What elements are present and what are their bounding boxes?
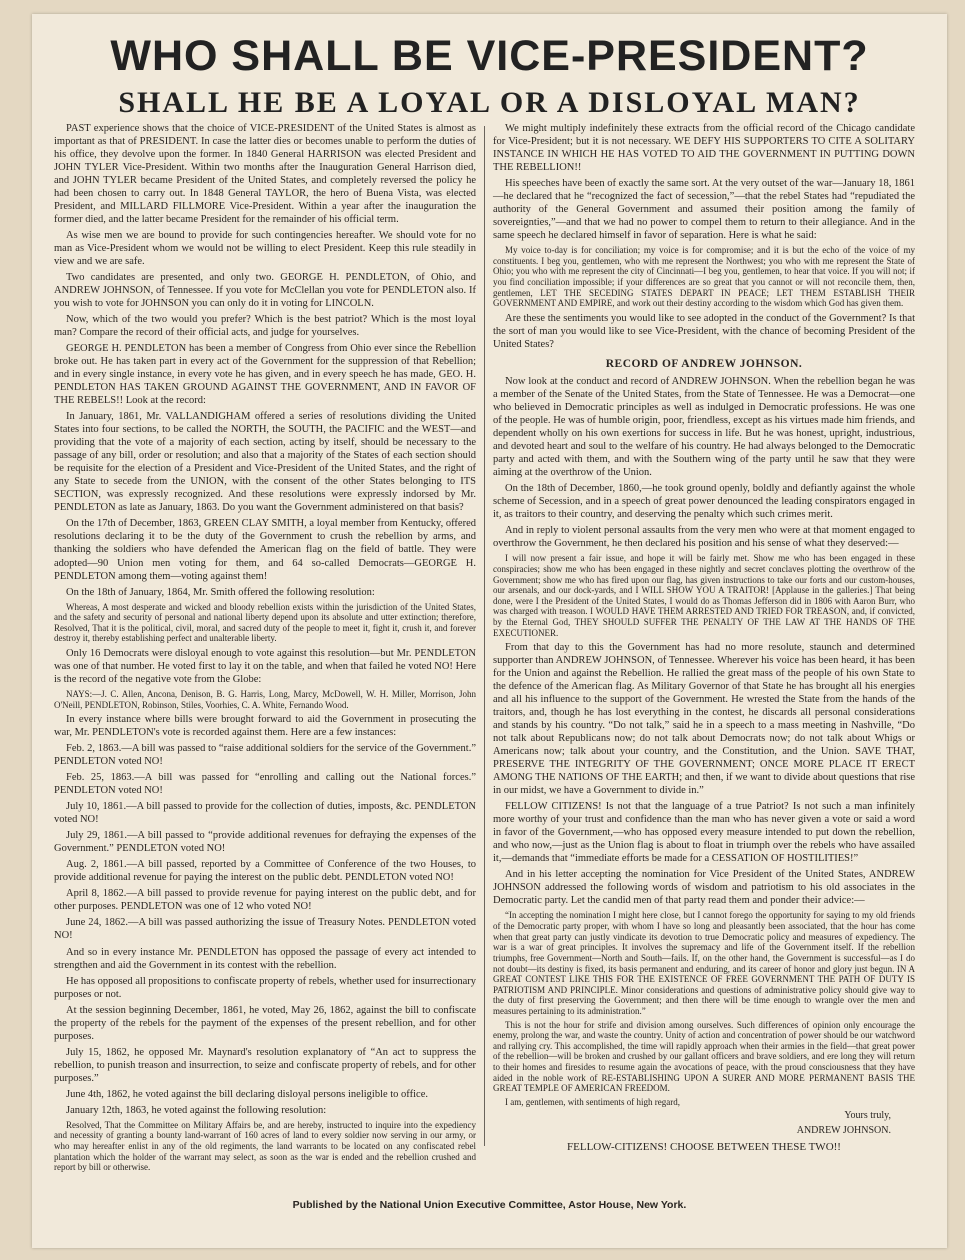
closing-call: FELLOW-CITIZENS! CHOOSE BETWEEN THESE TWO!! <box>567 1141 841 1154</box>
paragraph: My voice to-day is for conciliation; my voice is for compromise; and it is but the echo of the voice of my constituents. I beg you, gentlemen, who with me represent the Northwest; you who with me represent the State of Ohio; you who with me represent the city of Cincinnati—I beg you, gentlemen, to hear that voice. If you will not; if you find conciliation impossible; if your differences are so great that you cannot or will not reconcile them, then, gentlemen, LET THE SECEDING STATES DEPART IN PEACE; LET THEM ESTABLISH THEIR GOVERNMENT AND EMPIRE, and work out their destiny according to the wisdom which God has given them. <box>493 245 915 309</box>
paragraph: July 29, 1861.—A bill passed to “provide additional revenues for defraying the expenses of the Government.” PENDLETON voted NO! <box>54 830 476 855</box>
signature-closing: Yours truly, <box>844 1110 891 1122</box>
paragraph: In January, 1861, Mr. VALLANDIGHAM offered a series of resolutions dividing the United States into four sections, to be called the NORTH, the SOUTH, the PACIFIC and the WEST—and providing that the vote of a majority of each section, acting by itself, should be necessary to the passage of any bill, order or resolution; and also that a majority of the States of each section should be requisite for the election of a President and Vice-President of the United States, and the right of any State to secede from the UNION, with the consent of the other States belonging to ITS SECTION, was expressly recognized. And these resolutions were expressly indorsed by Mr. PENDLETON as late as January, 1863. Do you want the Government administered on that basis? <box>54 411 476 514</box>
paragraph: Feb. 2, 1863.—A bill was passed to “raise additional soldiers for the service of the Government.” PENDLETON voted NO! <box>54 743 476 768</box>
broadside-sheet <box>32 14 947 1248</box>
paragraph: Are these the sentiments you would like to see adopted in the conduct of the Government? Is that the sort of man you would like to see Vice-President, with the chance of becoming President of the United States? <box>493 312 915 350</box>
paragraph: January 12th, 1863, he voted against the following resolution: <box>66 1104 327 1116</box>
right-column <box>493 122 915 1157</box>
paragraph: Resolved, That the Committee on Military Affairs be, and are hereby, instructed to inquire into the expediency and necessity of granting a bounty land-warrant of 160 acres of land to every soldier now serving in our army, or who may hereafter enlist in any of the old regiments, the land warrants to be located on any confiscated rebel plantation which the holder of the warrant may select, as soon as the war is ended and the rebellion crushed and report by bill or otherwise. <box>54 1119 476 1173</box>
paragraph: Two candidates are presented, and only two. GEORGE H. PENDLETON, of Ohio, and ANDREW JOHNSON, of Tennessee. If you vote for McClellan you vote for PENDLETON also. If you wish to vote for JOHNSON you can only do it in voting for LINCOLN. <box>54 272 476 310</box>
paragraph: And so in every instance Mr. PENDLETON has opposed the passage of every act intended to strengthen and aid the Government in its contest with the rebellion. <box>54 946 476 971</box>
paragraph: NAYS:—J. C. Allen, Ancona, Denison, B. G. Harris, Long, Marcy, McDowell, W. H. Miller, Morrison, John O'Neill, PENDLETON, Robinson, Stiles, Voorhies, C. A. White, Fernando Wood. <box>54 689 476 710</box>
paragraph: I am, gentlemen, with sentiments of high regard, <box>505 1096 680 1107</box>
paragraph: And in his letter accepting the nomination for Vice President of the United States, ANDREW JOHNSON addressed the following words of wisdom and patriotism to his old associates in the Democratic party. Let the candid men of that party read them and ponder their advice:— <box>493 869 915 907</box>
paragraph: April 8, 1862.—A bill passed to provide revenue for paying interest on the public debt, and for other purposes. PENDLETON was one of 12 who voted NO! <box>54 888 476 913</box>
document-subtitle: SHALL HE BE A LOYAL OR A DISLOYAL MAN? <box>118 86 861 119</box>
paragraph: June 4th, 1862, he voted against the bill declaring disloyal persons ineligible to office. <box>66 1088 428 1100</box>
paragraph: On the 17th of December, 1863, GREEN CLAY SMITH, a loyal member from Kentucky, offered resolutions declaring it to be the duty of the Government to crush the rebellion by arms, and thanking the soldiers who have defended the American flag on the field of battle. They were adopted—90 Union men voting for them, and 64 so-called Democrats—GEORGE H. PENDLETON among them—voting against them! <box>54 518 476 582</box>
left-column <box>54 122 476 1173</box>
paragraph: Only 16 Democrats were disloyal enough to vote against this resolution—but Mr. PENDLETON was one of that number. He voted first to lay it on the table, and when that failed he voted NO! Here is the record of the negative vote from the Globe: <box>54 647 476 686</box>
paragraph: And in reply to violent personal assaults from the very men who were at that moment engaged to overthrow the Government, he then declared his position and his sense of what they deserved:— <box>493 525 915 550</box>
johnson-record-heading: RECORD OF ANDREW JOHNSON. <box>605 357 803 370</box>
paragraph: FELLOW CITIZENS! Is not that the language of a true Patriot? Is not such a man infinitely more worthy of your trust and confidence than the man who has never given a vote or said a word in favor of the Government,—who has opposed every measure intended to put down the rebellion, and who now,—just as the Union flag is about to float in triumph over the rebels who have assailed it,—demands that “immediate efforts be made for a CESSATION OF HOSTILITIES!” <box>493 801 915 865</box>
paragraph: At the session beginning December, 1861, he voted, May 26, 1862, against the bill to confiscate the property of the rebels for the payment of the expenses of the present rebellion, and for other purposes. <box>54 1004 476 1042</box>
paragraph: In every instance where bills were brought forward to aid the Government in prosecuting the war, Mr. PENDLETON's vote is recorded against them. Here are a few instances: <box>54 714 476 739</box>
paragraph: On the 18th of January, 1864, Mr. Smith offered the following resolution: <box>66 586 375 598</box>
paragraph: PAST experience shows that the choice of VICE-PRESIDENT of the United States is almost as important as that of PRESIDENT. In case the latter dies or becomes unable to perform the duties of his office, they devolve upon the former. In 1840 General HARRISON was elected President and JOHN TYLER Vice-President. Within two months after the Inauguration General Harrison died, and JOHN TYLER became President of the United States, and completely reversed the policy he had been chosen to carry out. In 1848 General TAYLOR, the hero of Buena Vista, was elected President, and MILLARD FILLMORE Vice-President. Within a year after the inauguration the former died, and the latter became President for the remainder of his official term. <box>54 123 476 226</box>
paragraph: June 24, 1862.—A bill was passed authorizing the issue of Treasury Notes. PENDLETON voted NO! <box>54 917 476 942</box>
paragraph: Now, which of the two would you prefer? Which is the best patriot? Which is the most loyal man? Compare the record of their official acts, and judge for yourselves. <box>54 314 476 339</box>
paragraph: Feb. 25, 1863.—A bill was passed for “enrolling and calling out the National forces.” PENDLETON voted NO! <box>54 772 476 797</box>
paragraph: I will now present a fair issue, and hope it will be fairly met. Show me who has been engaged in these conspiracies; show me who has been engaged in these nightly and secret conclaves plotting the overthrow of the Government; show me who has fired upon our flag, has given instructions to take our forts and our custom-houses, our arsenals, and our dock-yards, and I WILL SHOW YOU A TRAITOR! [Applause in the galleries.] That being done, were I the President of the United States, I would do as Thomas Jefferson did in 1806 with Aaron Burr, who was charged with treason. I WOULD HAVE THEM ARRESTED AND TRIED FOR TREASON, and, if convicted, by the Eternal God, THEY SHOULD SUFFER THE PENALTY OF THE LAW AT THE HANDS OF THE EXECUTIONER. <box>493 553 915 638</box>
publisher-footer: Published by the National Union Executive Committee, Astor House, New York. <box>292 1199 687 1211</box>
paragraph: His speeches have been of exactly the same sort. At the very outset of the war—January 18, 1861—he declared that he “recognized the fact of secession,”—that the rebel States had “repudiated the authority of the General Government and assumed their position among the family of sovereignties,”—and that we had no power to compel them to return to their allegiance. And in the same speech he declared himself in favor of separation. Here is what he said: <box>493 178 915 242</box>
column-divider <box>484 126 485 1146</box>
paragraph: On the 18th of December, 1860,—he took ground openly, boldly and defiantly against the whole scheme of Secession, and in a speech of great power denounced the leading conspirators engaged in it, as traitors to their country, and deserving the penalty which such crimes merit. <box>493 483 915 521</box>
paragraph: GEORGE H. PENDLETON has been a member of Congress from Ohio ever since the Rebellion broke out. He has taken part in every act of the Government for the suppression of that Rebellion; and in every single instance, in every vote he has given, and in every speech he has made, GEO. H. PENDLETON HAS TAKEN GROUND AGAINST THE GOVERNMENT, AND IN FAVOR OF THE REBELS!! Look at the record: <box>54 343 476 407</box>
paragraph: As wise men we are bound to provide for such contingencies hereafter. We should vote for no man as Vice-President whom we would not be willing to elect President. Keep this rule steadily in view and we are safe. <box>54 230 476 268</box>
paragraph: This is not the hour for strife and division among ourselves. Such differences of opinion only encourage the enemy, prolong the war, and waste the country. Unity of action and concentration of power should be our watchword and rallying cry. This accomplished, the time will rapidly approach when their armies in the field—that great power of the rebellion—will be broken and crushed by our gallant officers and brave soldiers, and ere long they will return to their homes and firesides to resume again the avocations of peace, with the proud consciousness that they have aided in the noble work of RE-ESTABLISHING UPON A SURER AND MORE PERMANENT BASIS THE GREAT TEMPLE OF AMERICAN FREEDOM. <box>493 1019 915 1094</box>
paragraph: He has opposed all propositions to confiscate property of rebels, whether used for insurrectionary purposes or not. <box>54 975 476 1000</box>
paragraph: July 10, 1861.—A bill passed to provide for the collection of duties, imposts, &c. PENDLETON voted NO! <box>54 801 476 826</box>
paragraph: From that day to this the Government has had no more resolute, staunch and determined supporter than ANDREW JOHNSON, of Tennessee. Wherever his voice has been heard, it has been for the Union and against the Rebellion. He rallied the great mass of the people of his own State to the defence of the American flag. As Military Governor of that State he has brought all his energies and all his influence to the support of the Government. He wrested the State from the hands of the traitors, and, though he has lost everything in the contest, he discards all personal considerations and stands by his country. “Do not talk,” said he in a speech to a mass meeting in Nashville, “Do not talk about Republicans now; do not talk about Democrats now; do not talk about Whigs or Americans now; talk about your country, and the Constitution, and the Union. SAVE THAT, PRESERVE THE INTEGRITY OF THE GOVERNMENT; ONCE MORE PLACE IT ERECT AMONG THE NATIONS OF THE EARTH; and then, if we want to divide about questions that rise in our midst, we have a Government to divide in.” <box>493 642 915 797</box>
paragraph: Now look at the conduct and record of ANDREW JOHNSON. When the rebellion began he was a member of the Senate of the United States, from the State of Tennessee. He was a Democrat—one who believed in Democratic principles as well as indulged in Democratic professions. He was one of the people. He was of humble origin, poor, friendless, except as his virtues made him friends, and dependent wholly on his own exertions for success in life. But he was honest, upright, industrious, and devoted heart and soul to the welfare of his country. He had always belonged to the Democratic party and acted with them, and with the Southern wing of the party until he saw that they were aiming at the overthrow of the Union. <box>493 376 915 479</box>
paragraph: Whereas, A most desperate and wicked and bloody rebellion exists within the jurisdiction of the United States, and the safety and security of personal and national liberty depend upon its absolute and utter extinction; therefore, Resolved, That it is the political, civil, moral, and sacred duty of the people to meet it, fight it, crush it, and forever destroy it, thereby establishing perfect and unalterable liberty. <box>54 601 476 644</box>
paragraph: July 15, 1862, he opposed Mr. Maynard's resolution explanatory of “An act to suppress the rebellion, to punish treason and insurrection, to seize and confiscate property of rebels, and for other purposes.” <box>54 1046 476 1084</box>
signature-name: ANDREW JOHNSON. <box>796 1124 891 1136</box>
paragraph: “In accepting the nomination I might here close, but I cannot forego the opportunity for saying to my old friends of the Democratic party proper, with whom I have so long and pleasantly been associated, that the hour has come when that great party can justly vindicate its devotion to true Democratic policy and measures of expediency. The war is a war of great principles. It involves the supremacy and life of the Government itself. If the rebellion triumphs, free Government—North and South—fails. If, on the other hand, the Government is successful—as I do not doubt—its destiny is fixed, its basis permanent and enduring, and its career of honor and glory just begun. IN A GREAT CONTEST LIKE THIS FOR THE EXISTENCE OF FREE GOVERNMENT THE PATH OF DUTY IS PATRIOTISM AND PRINCIPLE. Minor considerations and questions of administrative policy should give way to the duty of first preserving the Government; and then there will be time enough to wrangle over the men and measures pertaining to its administration.” <box>493 910 915 1016</box>
paragraph: Aug. 2, 1861.—A bill passed, reported by a Committee of Conference of the two Houses, to provide additional revenue for paying the interest on the public debt. PENDLETON voted NO! <box>54 859 476 884</box>
paragraph: We might multiply indefinitely these extracts from the official record of the Chicago candidate for Vice-President; but it is not necessary. WE DEFY HIS SUPPORTERS TO CITE A SOLITARY INSTANCE IN WHICH HE HAS VOTED TO AID THE GOVERNMENT IN PUTTING DOWN THE REBELLION!! <box>493 123 915 174</box>
document-title: WHO SHALL BE VICE-PRESIDENT? <box>110 32 869 80</box>
